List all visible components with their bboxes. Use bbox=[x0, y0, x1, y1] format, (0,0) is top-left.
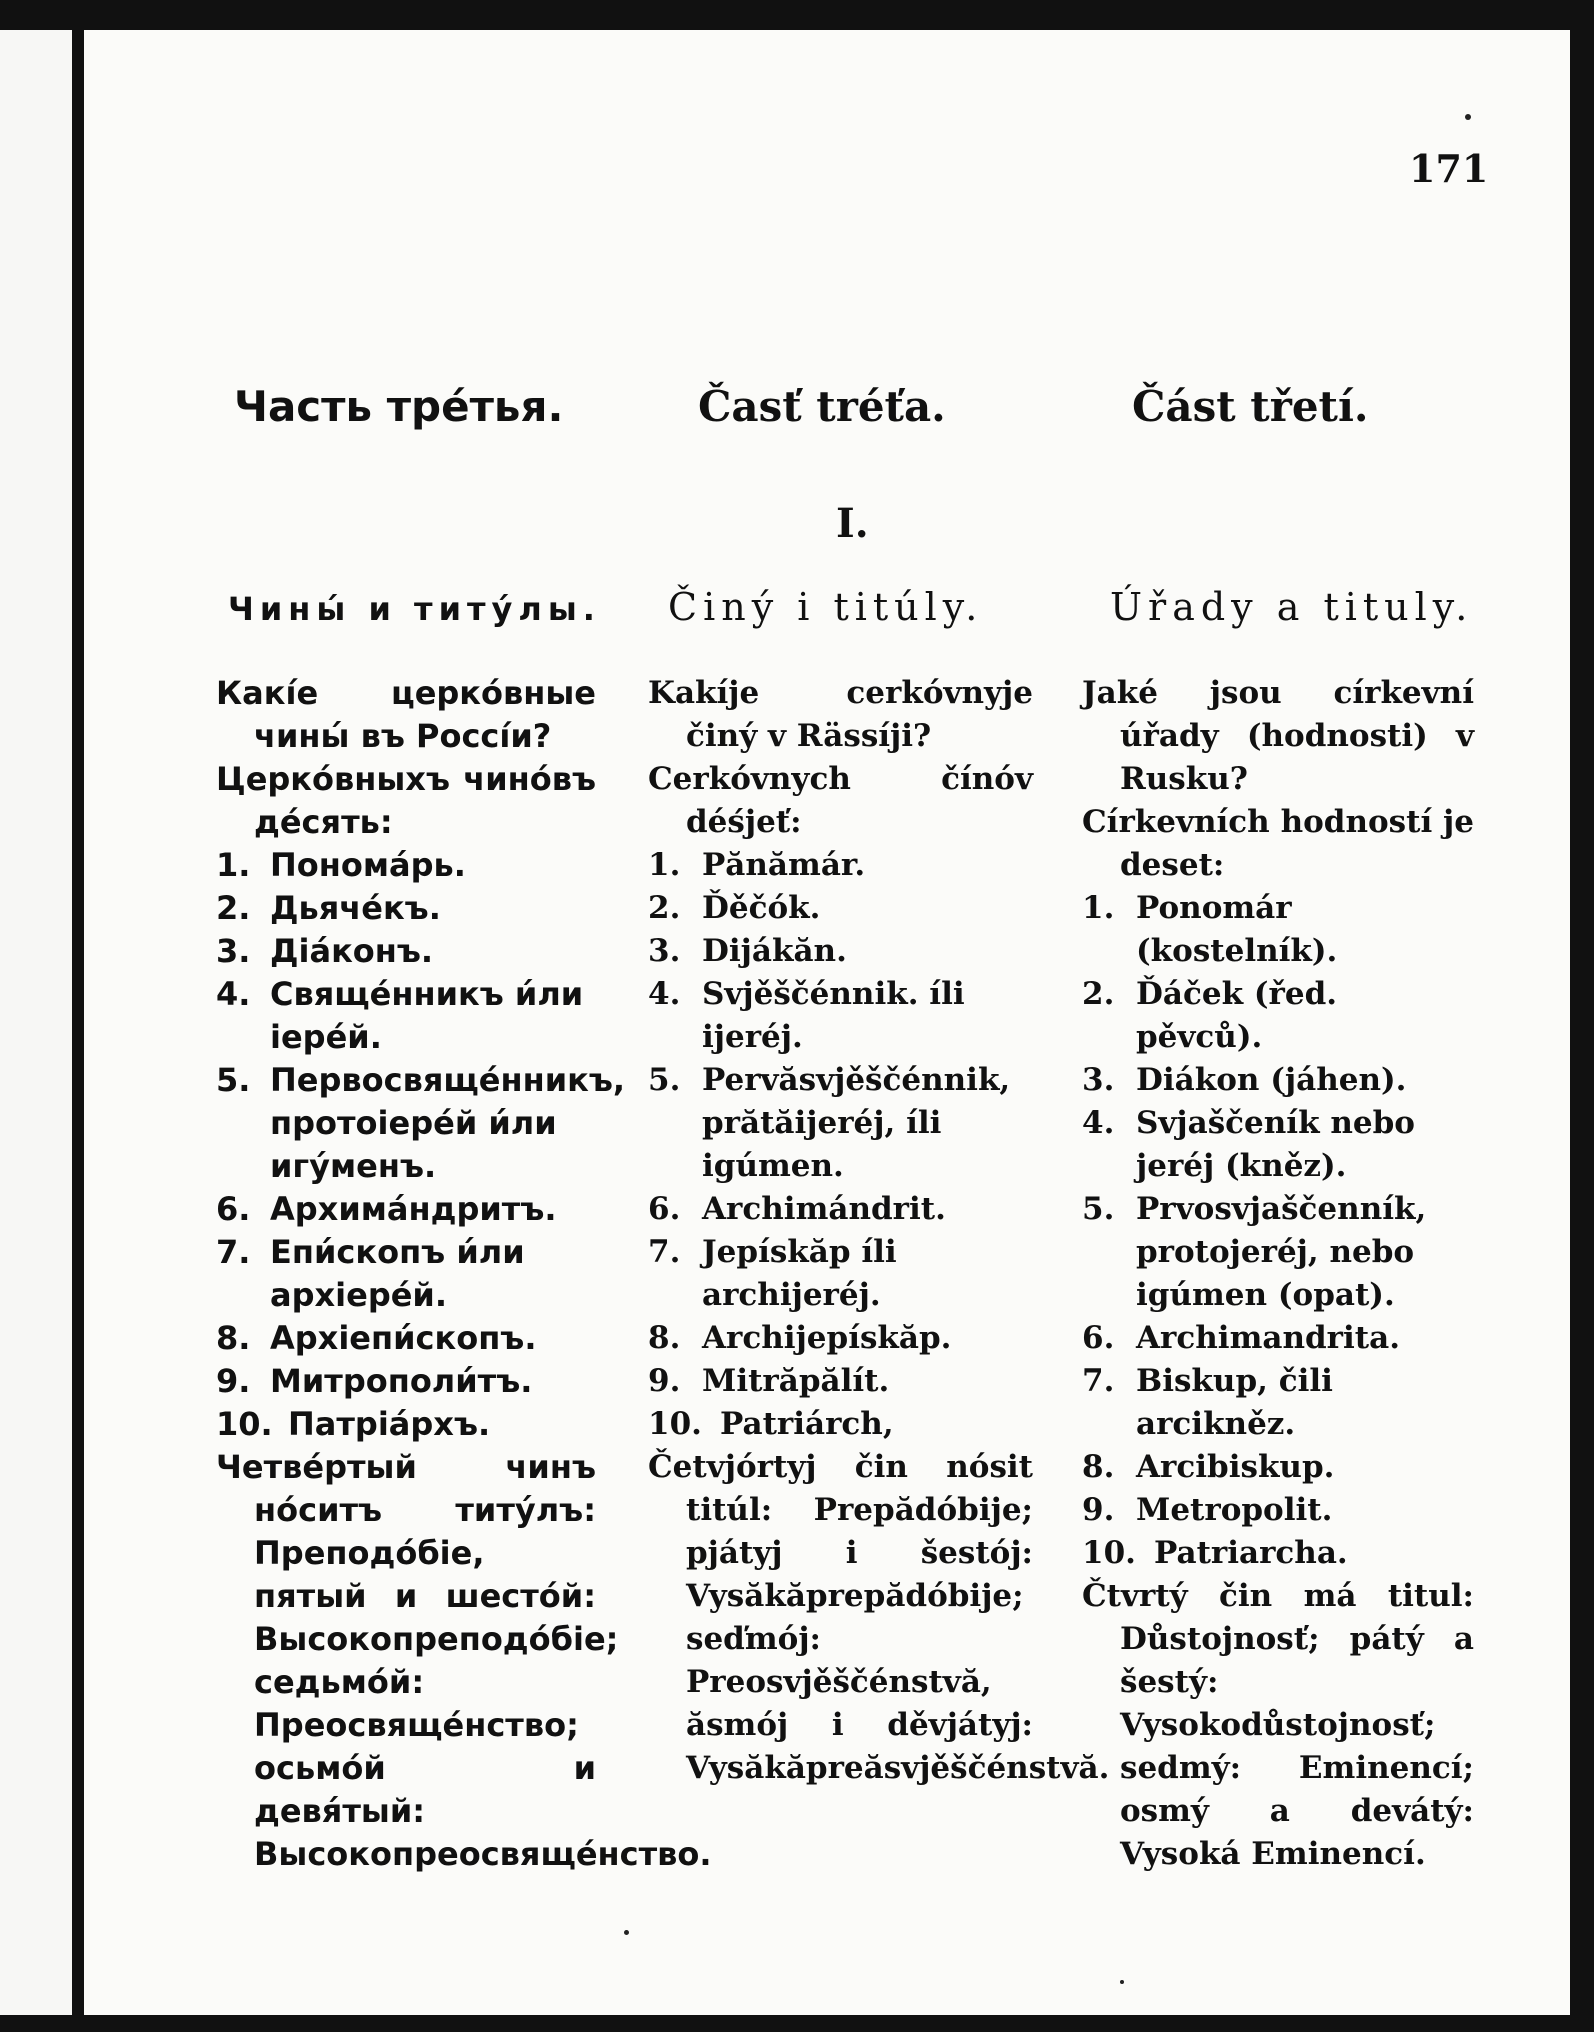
body-text-ru bbox=[216, 672, 712, 1876]
speck bbox=[624, 1930, 629, 1935]
page-number: 171 bbox=[1409, 146, 1489, 191]
book-page bbox=[84, 30, 1570, 2015]
list-item: 9. Metropolit. bbox=[1082, 1492, 1333, 1528]
list-item: 9. Митрополи́тъ. bbox=[216, 1362, 533, 1400]
list-item: 4. Svjaščeník nebo jeréj (kněz). bbox=[1082, 1105, 1415, 1184]
answer-ru: Церкóвныхъ чинóвъ дéсять: bbox=[216, 760, 596, 841]
previous-page-edge bbox=[0, 30, 72, 2015]
list-item: 3. Dijákăn. bbox=[648, 933, 847, 969]
list-item: 6. Архима́ндритъ. bbox=[216, 1190, 557, 1228]
list-item: 6. Archimándrit. bbox=[648, 1191, 946, 1227]
speck bbox=[1465, 114, 1471, 120]
closing-sk: Četvjórtyj čin nósit titúl: Prepădóbije; pjátyj i šestój: Vysăkăprepădóbije; seďmój: Preosvjěščénstvă, ăsmój i děvjátyj: Vysăkăpreăsvjěščénstvă. bbox=[648, 1449, 1110, 1786]
question-sk: Kakíje cerkóvnyje činý v Rässíji? bbox=[648, 675, 1033, 754]
section-roman-numeral: I. bbox=[836, 500, 869, 547]
speck bbox=[1120, 1980, 1124, 1984]
answer-cz: Církevních hodností je deset: bbox=[1082, 804, 1474, 883]
list-item: 8. Архiепи́скопъ. bbox=[216, 1319, 537, 1357]
list-item: 7. Епи́скопъ и́ли архiерéй. bbox=[216, 1233, 525, 1314]
list-item: 5. Pervăsvjěščénnik, prătăijeréj, íli igúmen. bbox=[648, 1062, 1011, 1184]
list-item: 3. Дiа́конъ. bbox=[216, 932, 434, 970]
section-title-cz: Úřady a tituly. bbox=[1110, 585, 1474, 629]
part-title-ru: Часть трéтья. bbox=[234, 382, 564, 431]
list-item: 1. Pănămár. bbox=[648, 847, 866, 883]
list-item: 5. Prvosvjaščenník, protojeréj, nebo igúmen (opat). bbox=[1082, 1191, 1427, 1313]
list-item: 4. Свящéнникъ и́ли iерéй. bbox=[216, 975, 584, 1056]
closing-ru: Четвéртый чинъ нóситъ титу́лъ: Преподóбiе, пятый и шестóй: Высокопреподóбiе; седьмóй: Преосвящéнство; осьмóй и девя́тый: Высокопреосвящéнство. bbox=[216, 1448, 712, 1873]
list-item: 6. Archimandrita. bbox=[1082, 1320, 1400, 1356]
part-title-cz: Část třetí. bbox=[1132, 382, 1369, 431]
list-item: 1. Ponomár (kostelník). bbox=[1082, 890, 1338, 969]
list-item: 4. Svjěščénnik. íli ijeréj. bbox=[648, 976, 965, 1055]
list-item: 2. Дьячéкъ. bbox=[216, 889, 441, 927]
list-item: 9. Mitrăpălít. bbox=[648, 1363, 890, 1399]
list-item: 8. Arcibiskup. bbox=[1082, 1449, 1335, 1485]
body-text-sk bbox=[648, 672, 1110, 1790]
part-title-sk: Časť tréťa. bbox=[698, 382, 946, 431]
answer-sk: Cerkóvnych čínóv déśjeť: bbox=[648, 761, 1033, 840]
body-text-cz bbox=[1082, 672, 1474, 1876]
list-item: 1. Понома́рь. bbox=[216, 846, 466, 884]
list-item: 10. Patriárch, bbox=[648, 1406, 894, 1442]
question-cz: Jaké jsou církevní úřady (hodnosti) v Rusku? bbox=[1082, 675, 1474, 797]
list-item: 3. Diákon (jáhen). bbox=[1082, 1062, 1407, 1098]
list-item: 2. Ďáček (řed. pěvců). bbox=[1082, 976, 1338, 1055]
closing-cz: Čtvrtý čin má titul: Důstojnosť; pátý a šestý: Vysokodůstojnosť; sedmý: Eminencí; osmý a devátý: Vysoká Eminencí. bbox=[1082, 1578, 1474, 1872]
list-item: 10. Патрiа́рхъ. bbox=[216, 1405, 491, 1443]
list-item: 10. Patriarcha. bbox=[1082, 1535, 1348, 1571]
list-item: 7. Biskup, čili arcikněz. bbox=[1082, 1363, 1333, 1442]
list-item: 5. Первосвящéнникъ, протоiерéй и́ли игу́менъ. bbox=[216, 1061, 626, 1185]
list-item: 2. Ďěčók. bbox=[648, 890, 821, 926]
list-item: 7. Jepískăp íli archijeréj. bbox=[648, 1234, 897, 1313]
section-title-sk: Činý i titúly. bbox=[668, 585, 984, 629]
section-title-ru: Чины́ и титу́лы. bbox=[228, 590, 601, 628]
question-ru: Какíе церкóвные чины́ въ Россíи? bbox=[216, 674, 596, 755]
list-item: 8. Archijepískăp. bbox=[648, 1320, 952, 1356]
